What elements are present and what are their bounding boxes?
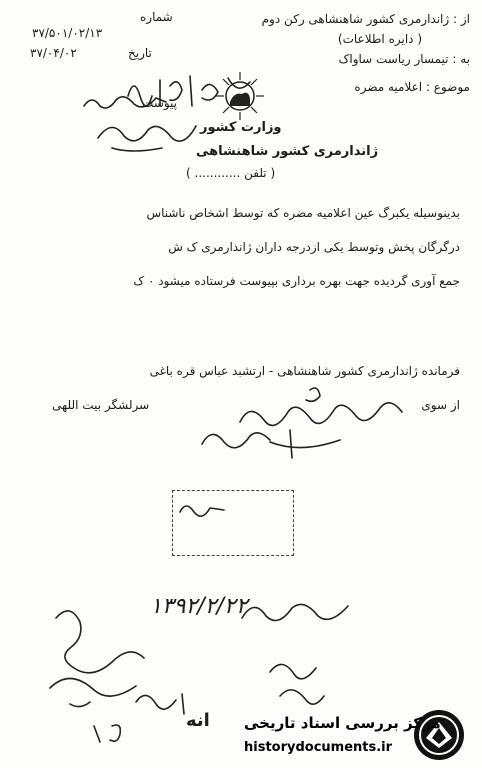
handwritten-margin-scribble: [196, 420, 276, 460]
handwritten-initials: [262, 652, 332, 722]
from-sub: ( دایره اطلاعات): [337, 32, 422, 46]
bottom-number-fragment: انه: [186, 710, 210, 731]
to-line: [339, 52, 470, 66]
handwritten-note-top-left: [92, 108, 202, 158]
date-value: ۳۷/۰۴/۰۲: [30, 46, 77, 60]
org-title: ژاندارمری کشور شاهنشاهی: [196, 144, 379, 159]
handwritten-note-header: [80, 90, 170, 114]
handwritten-digits: [88, 718, 178, 748]
subject-text: اعلامیه مضره: [354, 80, 423, 94]
phone-label: ( تلفن: [244, 166, 276, 180]
from-text: ژاندارمری کشور شاهنشاهی رکن دوم: [261, 12, 450, 26]
on-behalf-line: از سوی: [421, 398, 460, 412]
body-line-3: جمع آوری گردیده جهت بهره برداری بپیوست فرستاده میشود ٠ ک: [133, 274, 460, 288]
attachment-label: پیوست: [142, 96, 177, 110]
watermark-org-name: مرکز بررسی اسناد تاریخی: [244, 714, 441, 732]
number-label: شماره: [140, 10, 173, 24]
watermark-url: historydocuments.ir: [244, 740, 393, 755]
phone-close: ): [186, 166, 191, 180]
date-label: تاریخ: [128, 46, 152, 60]
phone-line: ( تلفن ............ ): [186, 166, 276, 180]
stamp-scribble: [176, 496, 236, 526]
commander-line: فرمانده ژاندارمری کشور شاهنشاهی - ارتشبد عباس قره باغی: [149, 364, 460, 378]
subject-line: [354, 80, 470, 94]
handwritten-annotation-bottom-right: [236, 592, 356, 632]
to-text: تیمسار ریاست ساواک: [338, 52, 449, 66]
body-line-2: درگرگان پخش وتوسط یکی ازدرجه داران ژاندارمری ک ش: [168, 240, 460, 254]
number-value: ۳۷/۵۰۱/۰۲/۱۳: [32, 26, 103, 40]
handwritten-stamp-number: ۱۳۹۲/۲/۲۲: [150, 594, 248, 619]
from-label: از :: [453, 12, 470, 26]
from-line: [262, 12, 470, 26]
deputy-line: سرلشگر بیت اللهی: [52, 398, 150, 412]
ministry-stamp: وزارت کشور: [200, 120, 282, 135]
to-label: به :: [452, 52, 470, 66]
body-line-1: بدینوسیله یکبرگ عین اعلامیه مضره که توسط اشخاص ناشناس: [146, 206, 460, 220]
subject-label: موضوع :: [425, 80, 470, 94]
